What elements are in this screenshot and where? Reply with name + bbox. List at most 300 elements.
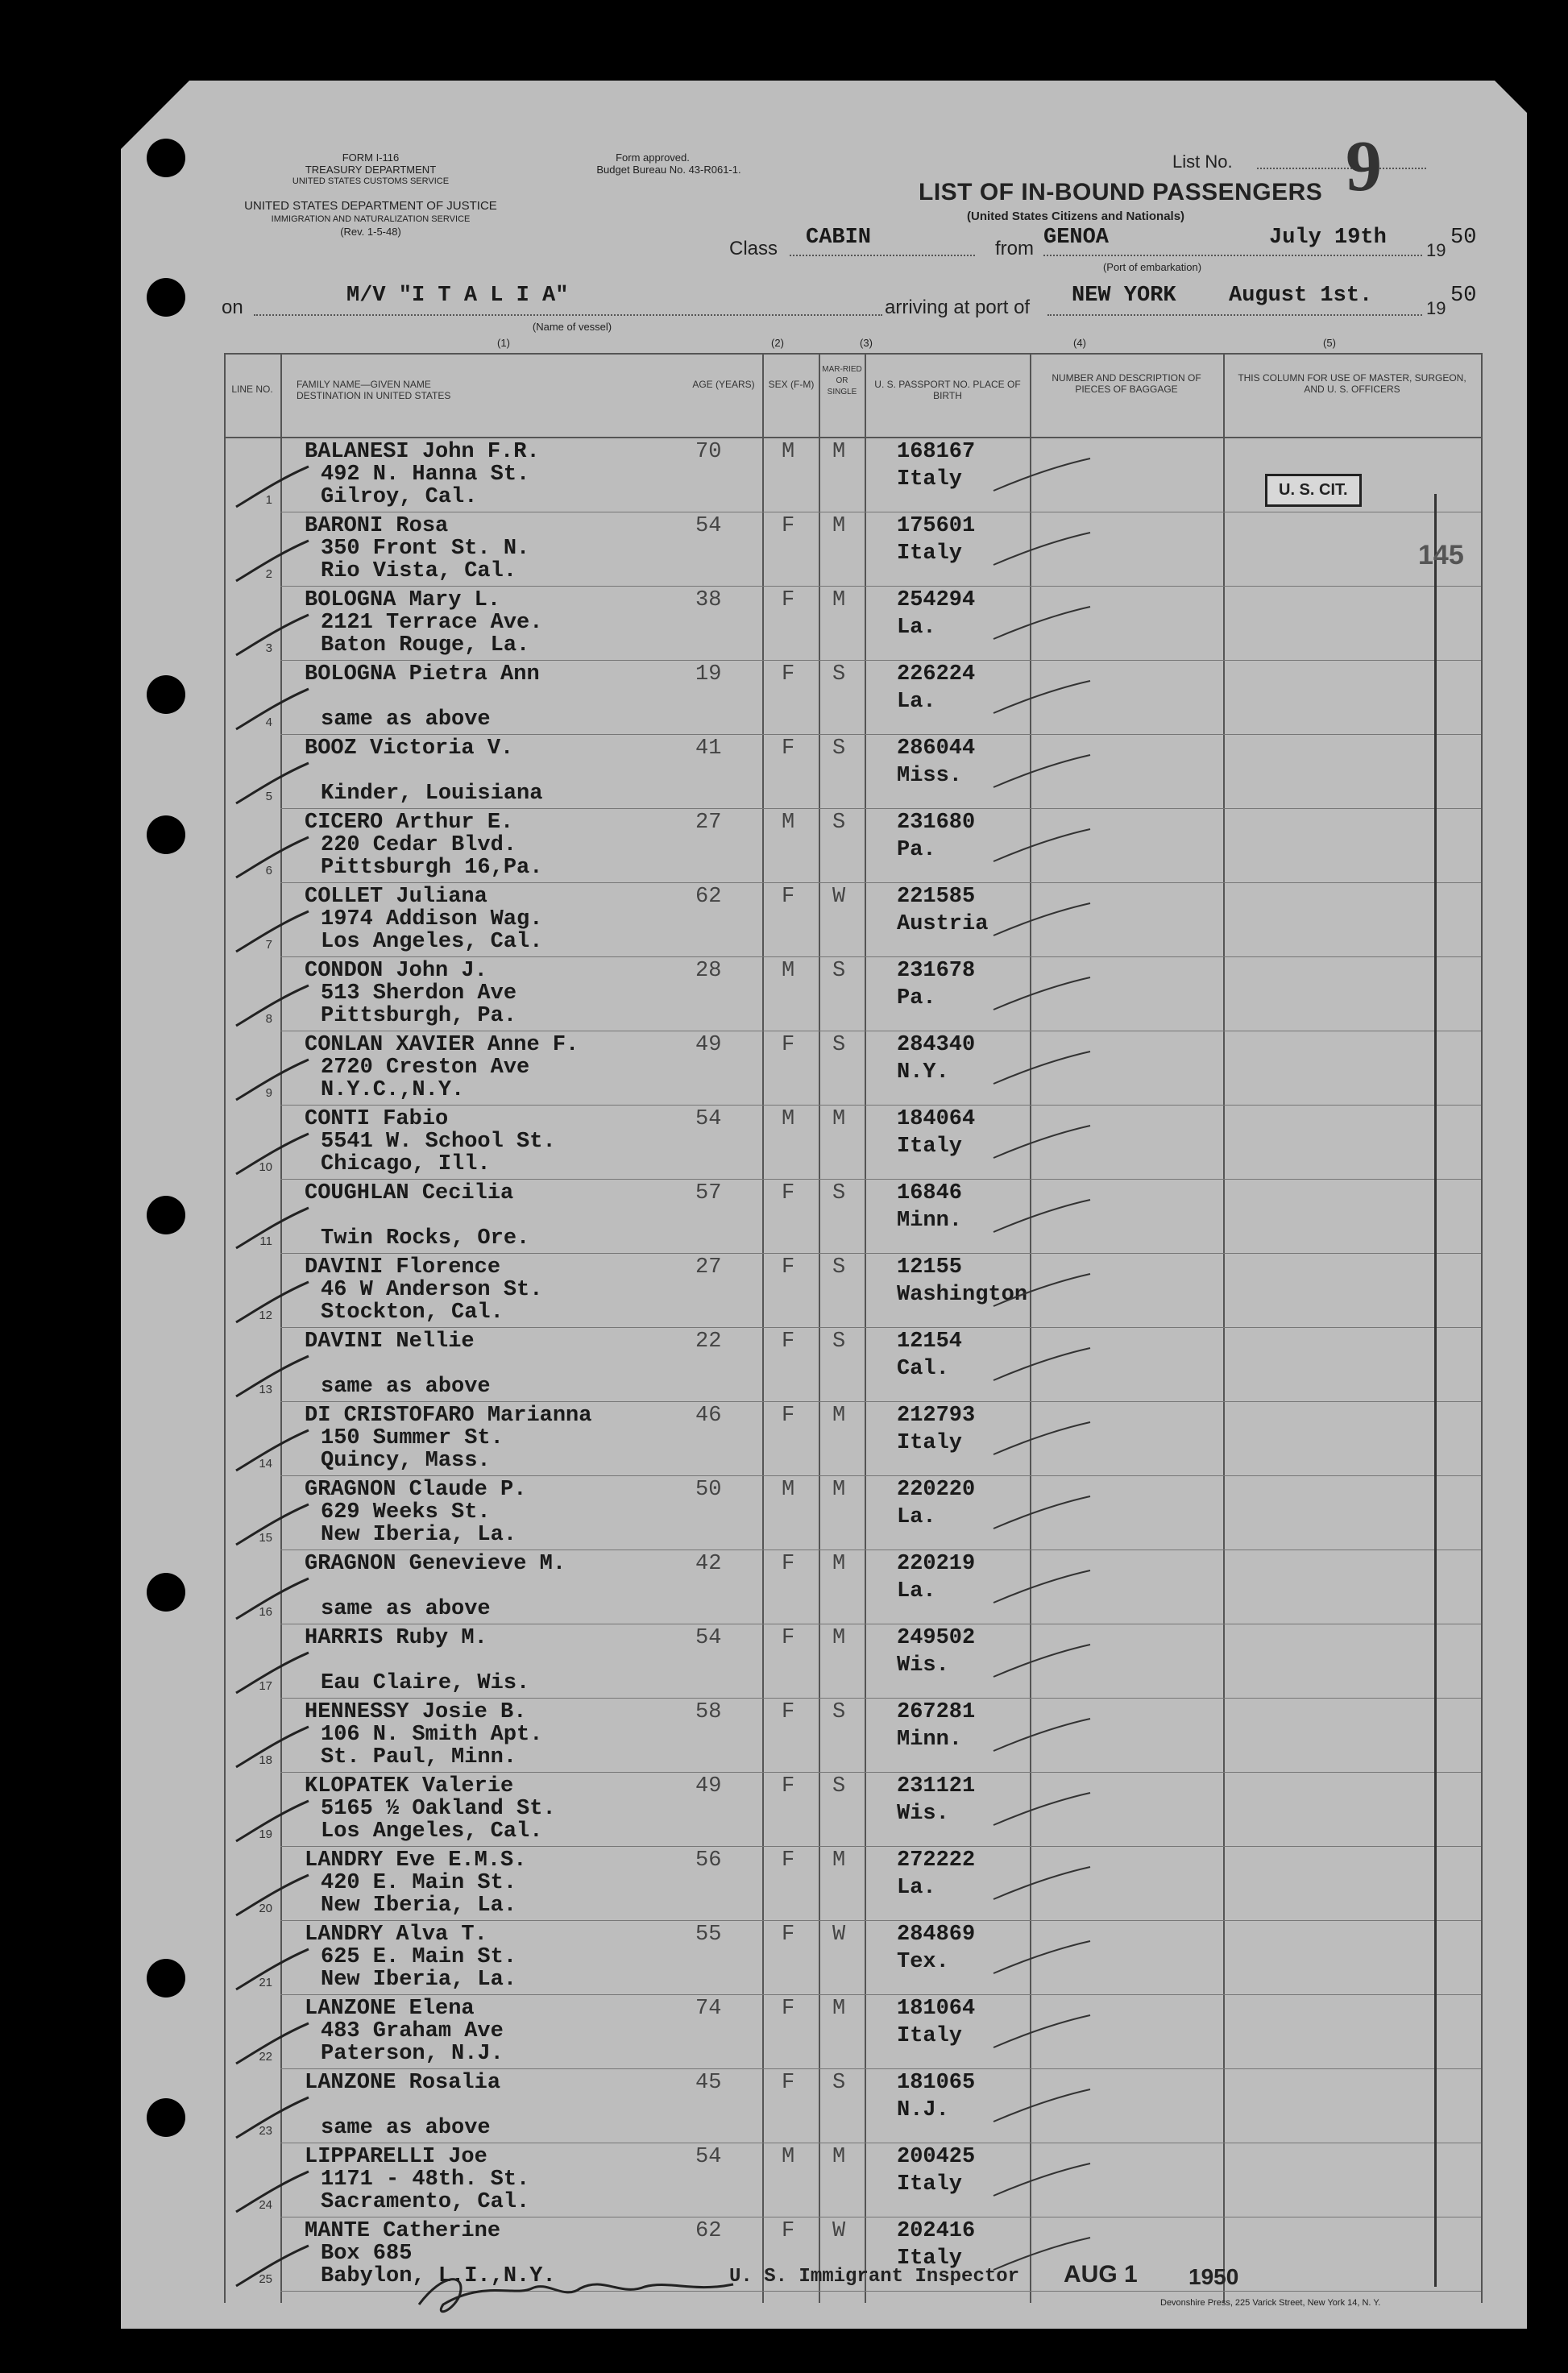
table-row bbox=[224, 1180, 1481, 1254]
check-mark bbox=[232, 1500, 313, 1549]
table-row bbox=[224, 587, 1481, 661]
place-of-birth: La. bbox=[897, 616, 936, 640]
year-prefix: 19 bbox=[1426, 298, 1446, 318]
place-of-birth: Italy bbox=[897, 1135, 963, 1159]
marital-status: M bbox=[832, 588, 846, 612]
on-label: on bbox=[222, 297, 243, 318]
col-num: (4) bbox=[1073, 337, 1086, 349]
place-of-birth: Minn. bbox=[897, 1728, 963, 1752]
sex: F bbox=[782, 1923, 795, 1947]
check-mark bbox=[232, 2168, 313, 2216]
place-of-birth: Washington bbox=[897, 1283, 1028, 1307]
place-of-birth: La. bbox=[897, 1876, 936, 1900]
check-mark bbox=[232, 1797, 313, 1845]
city-line: Quincy, Mass. bbox=[321, 1449, 491, 1473]
binder-hole bbox=[147, 1959, 185, 1998]
address-line: 350 Front St. N. bbox=[321, 537, 530, 561]
line-number: 16 bbox=[259, 1605, 272, 1619]
embark-caption: (Port of embarkation) bbox=[1102, 261, 1202, 273]
place-of-birth: Miss. bbox=[897, 764, 963, 788]
inspector-signature bbox=[411, 2264, 749, 2321]
table-row bbox=[224, 661, 1481, 735]
margin-number: 145 bbox=[1418, 540, 1464, 570]
table-row bbox=[224, 1328, 1481, 1402]
table-row bbox=[224, 1106, 1481, 1180]
passenger-name: CONTI Fabio bbox=[305, 1107, 449, 1131]
line-number: 11 bbox=[259, 1234, 272, 1248]
sex: F bbox=[782, 1255, 795, 1280]
header-age: AGE (YEARS) bbox=[692, 379, 755, 390]
sex: F bbox=[782, 1552, 795, 1576]
city-line: Los Angeles, Cal. bbox=[321, 1819, 543, 1844]
city-line: Gilroy, Cal. bbox=[321, 485, 478, 509]
passport-number: 254294 bbox=[897, 588, 976, 612]
check-mark bbox=[232, 2093, 313, 2142]
sex: F bbox=[782, 736, 795, 761]
marital-status: S bbox=[832, 959, 846, 983]
passenger-name: BOLOGNA Mary L. bbox=[305, 588, 501, 612]
marital-status: S bbox=[832, 1774, 846, 1798]
passenger-name: LANDRY Eve E.M.S. bbox=[305, 1848, 527, 1873]
table-row bbox=[224, 1254, 1481, 1328]
marital-status: S bbox=[832, 1033, 846, 1057]
binder-hole bbox=[147, 1196, 185, 1234]
justice-dept: UNITED STATES DEPARTMENT OF JUSTICE bbox=[244, 199, 497, 213]
line-number: 5 bbox=[265, 790, 272, 803]
passenger-name: GRAGNON Genevieve M. bbox=[305, 1552, 566, 1576]
city-line: Babylon, L.I.,N.Y. bbox=[321, 2264, 556, 2288]
binder-hole bbox=[147, 1573, 185, 1612]
check-mark bbox=[232, 907, 313, 956]
marital-status: M bbox=[832, 1626, 846, 1650]
table-top-rule bbox=[224, 353, 1483, 355]
place-of-birth: Wis. bbox=[897, 1653, 949, 1678]
departure-date: July 19th bbox=[1269, 226, 1387, 250]
city-line: Sacramento, Cal. bbox=[321, 2190, 530, 2214]
header-passport: U. S. PASSPORT NO. PLACE OF BIRTH bbox=[874, 379, 1021, 401]
age: 62 bbox=[695, 2219, 722, 2243]
age: 74 bbox=[695, 1997, 722, 2021]
table-row bbox=[224, 1921, 1481, 1995]
check-mark bbox=[989, 529, 1094, 569]
check-mark bbox=[989, 751, 1094, 791]
address-line: 629 Weeks St. bbox=[321, 1500, 491, 1525]
line-number: 2 bbox=[265, 567, 272, 581]
line-number: 3 bbox=[265, 641, 272, 655]
passenger-name: CONDON John J. bbox=[305, 959, 487, 983]
check-mark bbox=[232, 1649, 313, 1697]
sex: F bbox=[782, 1181, 795, 1205]
table-row bbox=[224, 1773, 1481, 1847]
passport-number: 175601 bbox=[897, 514, 976, 538]
passport-number: 181064 bbox=[897, 1997, 976, 2021]
age: 46 bbox=[695, 1404, 722, 1428]
sex: M bbox=[782, 2145, 795, 2169]
line-number: 7 bbox=[265, 938, 272, 952]
age: 38 bbox=[695, 588, 722, 612]
marital-status: S bbox=[832, 1330, 846, 1354]
passport-number: 249502 bbox=[897, 1626, 976, 1650]
check-mark bbox=[232, 1574, 313, 1623]
age: 27 bbox=[695, 1255, 722, 1280]
address-line: 106 N. Smith Apt. bbox=[321, 1723, 543, 1747]
binder-hole bbox=[147, 278, 185, 317]
sex: F bbox=[782, 662, 795, 687]
check-mark bbox=[989, 2159, 1094, 2200]
age: 49 bbox=[695, 1774, 722, 1798]
sex: F bbox=[782, 588, 795, 612]
sex: F bbox=[782, 2219, 795, 2243]
place-of-birth: Italy bbox=[897, 467, 963, 492]
sex: F bbox=[782, 1404, 795, 1428]
check-mark bbox=[232, 981, 313, 1030]
check-mark bbox=[232, 1352, 313, 1400]
city-line: Pittsburgh, Pa. bbox=[321, 1004, 517, 1028]
check-mark bbox=[989, 1863, 1094, 1903]
check-mark bbox=[989, 2085, 1094, 2126]
passenger-name: BOOZ Victoria V. bbox=[305, 736, 514, 761]
ins-service: IMMIGRATION AND NATURALIZATION SERVICE bbox=[271, 214, 471, 224]
place-of-birth: Italy bbox=[897, 2172, 963, 2197]
passport-number: 267281 bbox=[897, 1700, 976, 1724]
address-line: Box 685 bbox=[321, 2242, 413, 2266]
vessel-name: M/V "I T A L I A" bbox=[346, 284, 569, 308]
check-mark bbox=[232, 1871, 313, 1919]
city-line: same as above bbox=[321, 1375, 491, 1399]
age: 49 bbox=[695, 1033, 722, 1057]
table-row bbox=[224, 1402, 1481, 1476]
marital-status: M bbox=[832, 440, 846, 464]
inspector-title: U. S. Immigrant Inspector bbox=[729, 2266, 1020, 2288]
table-row bbox=[224, 2069, 1481, 2143]
sex: F bbox=[782, 885, 795, 909]
passenger-table bbox=[224, 353, 1483, 2303]
line-number: 14 bbox=[259, 1457, 272, 1471]
marital-status: S bbox=[832, 1255, 846, 1280]
marital-status: W bbox=[832, 2219, 846, 2243]
place-of-birth: Minn. bbox=[897, 1209, 963, 1233]
place-of-birth: Wis. bbox=[897, 1802, 949, 1826]
col-num: (3) bbox=[860, 337, 873, 349]
city-line: same as above bbox=[321, 707, 491, 732]
vessel-caption: (Name of vessel) bbox=[532, 321, 612, 333]
address-line: 483 Graham Ave bbox=[321, 2019, 504, 2043]
place-of-birth: Italy bbox=[897, 2246, 963, 2271]
line-number: 8 bbox=[265, 1012, 272, 1026]
form-approved: Form approved. bbox=[616, 151, 690, 164]
arrival-date: August 1st. bbox=[1229, 284, 1373, 308]
table-row bbox=[224, 957, 1481, 1031]
marital-status: S bbox=[832, 1181, 846, 1205]
age: 22 bbox=[695, 1330, 722, 1354]
address-line: 2720 Creston Ave bbox=[321, 1056, 530, 1080]
binder-hole bbox=[147, 675, 185, 714]
col-num: (1) bbox=[497, 337, 510, 349]
city-line: Twin Rocks, Ore. bbox=[321, 1226, 530, 1251]
place-of-birth: N.Y. bbox=[897, 1060, 949, 1085]
sex: F bbox=[782, 1330, 795, 1354]
check-mark bbox=[232, 1278, 313, 1326]
line-number: 1 bbox=[265, 493, 272, 507]
sex: M bbox=[782, 811, 795, 835]
check-mark bbox=[232, 537, 313, 585]
header-baggage: NUMBER AND DESCRIPTION OF PIECES OF BAGGAGE bbox=[1052, 372, 1201, 395]
list-no-line bbox=[1257, 168, 1426, 169]
place-of-birth: La. bbox=[897, 1505, 936, 1529]
class-label: Class bbox=[729, 238, 778, 259]
city-line: same as above bbox=[321, 2116, 491, 2140]
place-of-birth: Cal. bbox=[897, 1357, 949, 1381]
passenger-name: BARONI Rosa bbox=[305, 514, 449, 538]
table-row bbox=[224, 512, 1481, 587]
check-mark bbox=[989, 1937, 1094, 1977]
city-line: Stockton, Cal. bbox=[321, 1301, 504, 1325]
line-number: 24 bbox=[259, 2198, 272, 2212]
table-row bbox=[224, 735, 1481, 809]
header-officers: THIS COLUMN FOR USE OF MASTER, SURGEON, AND U. S. OFFICERS bbox=[1238, 372, 1466, 395]
check-mark bbox=[989, 973, 1094, 1014]
line-number: 22 bbox=[259, 2050, 272, 2064]
check-mark bbox=[232, 611, 313, 659]
stamp-year: 1950 bbox=[1188, 2264, 1239, 2289]
place-of-birth: Tex. bbox=[897, 1950, 949, 1974]
passport-number: 272222 bbox=[897, 1848, 976, 1873]
passport-number: 284869 bbox=[897, 1923, 976, 1947]
passenger-name: LANZONE Elena bbox=[305, 1997, 475, 2021]
check-mark bbox=[989, 454, 1094, 495]
form-subtitle: (United States Citizens and Nationals) bbox=[967, 210, 1185, 223]
form-title: LIST OF IN-BOUND PASSENGERS bbox=[919, 179, 1323, 205]
check-mark bbox=[989, 1418, 1094, 1458]
check-mark bbox=[232, 2242, 313, 2290]
address-line: 5541 W. School St. bbox=[321, 1130, 556, 1154]
marital-status: M bbox=[832, 1848, 846, 1873]
table-row bbox=[224, 1847, 1481, 1921]
city-line: New Iberia, La. bbox=[321, 1523, 517, 1547]
passport-number: 231678 bbox=[897, 959, 976, 983]
header-sex: SEX (F-M) bbox=[768, 379, 815, 390]
page-corner bbox=[121, 81, 189, 149]
table-row bbox=[224, 883, 1481, 957]
table-body bbox=[224, 438, 1483, 2292]
check-mark bbox=[232, 1204, 313, 1252]
sex: M bbox=[782, 440, 795, 464]
check-mark bbox=[232, 1130, 313, 1178]
check-mark bbox=[989, 899, 1094, 940]
place-of-birth: Pa. bbox=[897, 986, 936, 1010]
check-mark bbox=[989, 1566, 1094, 1607]
col-num: (2) bbox=[771, 337, 784, 349]
age: 42 bbox=[695, 1552, 722, 1576]
address-line: 1171 - 48th. St. bbox=[321, 2168, 530, 2192]
check-mark bbox=[989, 1492, 1094, 1533]
passport-number: 231680 bbox=[897, 811, 976, 835]
passenger-name: GRAGNON Claude P. bbox=[305, 1478, 527, 1502]
sex: F bbox=[782, 2071, 795, 2095]
table-row bbox=[224, 1031, 1481, 1106]
port-line bbox=[1047, 314, 1422, 316]
passenger-name: HENNESSY Josie B. bbox=[305, 1700, 527, 1724]
city-line: New Iberia, La. bbox=[321, 1894, 517, 1918]
city-line: Rio Vista, Cal. bbox=[321, 559, 517, 583]
city-line: Pittsburgh 16,Pa. bbox=[321, 856, 543, 880]
budget-bureau: Budget Bureau No. 43-R061-1. bbox=[596, 164, 741, 176]
check-mark bbox=[989, 1344, 1094, 1384]
city-line: Baton Rouge, La. bbox=[321, 633, 530, 658]
place-of-birth: Italy bbox=[897, 2024, 963, 2048]
address-line: 150 Summer St. bbox=[321, 1426, 504, 1450]
check-mark bbox=[232, 463, 313, 511]
place-of-birth: N.J. bbox=[897, 2098, 949, 2122]
city-line: N.Y.C.,N.Y. bbox=[321, 1078, 465, 1102]
line-number: 6 bbox=[265, 864, 272, 877]
table-row bbox=[224, 1550, 1481, 1624]
check-mark bbox=[232, 1056, 313, 1104]
embarkation-port: GENOA bbox=[1043, 226, 1110, 250]
check-mark bbox=[232, 1723, 313, 1771]
age: 58 bbox=[695, 1700, 722, 1724]
address-line: 492 N. Hanna St. bbox=[321, 463, 530, 487]
sex: F bbox=[782, 1997, 795, 2021]
city-line: Kinder, Louisiana bbox=[321, 782, 543, 806]
age: 54 bbox=[695, 2145, 722, 2169]
address-line: 46 W Anderson St. bbox=[321, 1278, 543, 1302]
city-line: St. Paul, Minn. bbox=[321, 1745, 517, 1769]
passenger-name: CICERO Arthur E. bbox=[305, 811, 514, 835]
check-mark bbox=[989, 2011, 1094, 2051]
city-line: Eau Claire, Wis. bbox=[321, 1671, 530, 1695]
place-of-birth: Italy bbox=[897, 541, 963, 566]
col-num: (5) bbox=[1323, 337, 1336, 349]
customs-service: UNITED STATES CUSTOMS SERVICE bbox=[292, 176, 450, 186]
marital-status: M bbox=[832, 1404, 846, 1428]
line-number: 9 bbox=[265, 1086, 272, 1100]
line-number: 19 bbox=[259, 1827, 272, 1841]
age: 27 bbox=[695, 811, 722, 835]
line-number: 15 bbox=[259, 1531, 272, 1545]
address-line: 220 Cedar Blvd. bbox=[321, 833, 517, 857]
sex: F bbox=[782, 1848, 795, 1873]
passenger-name: DAVINI Florence bbox=[305, 1255, 501, 1280]
age: 55 bbox=[695, 1923, 722, 1947]
page-corner bbox=[1495, 81, 1527, 113]
check-mark bbox=[232, 1945, 313, 1993]
check-mark bbox=[989, 677, 1094, 717]
from-line bbox=[1043, 255, 1422, 256]
year-prefix: 19 bbox=[1426, 240, 1446, 260]
address-line: 2121 Terrace Ave. bbox=[321, 611, 543, 635]
place-of-birth: Austria bbox=[897, 912, 989, 936]
check-mark bbox=[232, 685, 313, 733]
check-mark bbox=[989, 603, 1094, 643]
marital-status: M bbox=[832, 514, 846, 538]
marital-status: M bbox=[832, 1552, 846, 1576]
check-mark bbox=[989, 1048, 1094, 1088]
marital-status: S bbox=[832, 662, 846, 687]
passport-number: 181065 bbox=[897, 2071, 976, 2095]
binder-hole bbox=[147, 815, 185, 854]
stamp-date: AUG 1 bbox=[1064, 2261, 1138, 2288]
check-mark bbox=[989, 1270, 1094, 1310]
class-line bbox=[790, 255, 975, 256]
check-mark bbox=[232, 833, 313, 882]
passenger-name: KLOPATEK Valerie bbox=[305, 1774, 514, 1798]
marital-status: W bbox=[832, 1923, 846, 1947]
check-mark bbox=[232, 759, 313, 807]
marital-status: W bbox=[832, 885, 846, 909]
marital-status: M bbox=[832, 1478, 846, 1502]
header-destination: DESTINATION IN UNITED STATES bbox=[297, 390, 451, 401]
check-mark bbox=[989, 1196, 1094, 1236]
table-row bbox=[224, 1624, 1481, 1699]
check-mark bbox=[989, 825, 1094, 865]
passenger-name: HARRIS Ruby M. bbox=[305, 1626, 487, 1650]
list-no-label: List No. bbox=[1172, 151, 1233, 172]
vessel-line bbox=[254, 314, 882, 316]
sex: F bbox=[782, 1774, 795, 1798]
line-number: 25 bbox=[259, 2272, 272, 2286]
place-of-birth: Pa. bbox=[897, 838, 936, 862]
header-line-no: LINE NO. bbox=[231, 384, 273, 395]
from-label: from bbox=[995, 238, 1034, 259]
age: 70 bbox=[695, 440, 722, 464]
city-line: New Iberia, La. bbox=[321, 1968, 517, 1992]
list-number: 9 bbox=[1346, 127, 1382, 206]
passport-number: 220220 bbox=[897, 1478, 976, 1502]
passport-number: 226224 bbox=[897, 662, 976, 687]
line-number: 18 bbox=[259, 1753, 272, 1767]
passenger-name: DI CRISTOFARO Marianna bbox=[305, 1404, 592, 1428]
line-number: 20 bbox=[259, 1902, 272, 1915]
table-row bbox=[224, 1995, 1481, 2069]
departure-year: 50 bbox=[1450, 226, 1477, 250]
passenger-name: DAVINI Nellie bbox=[305, 1330, 475, 1354]
passport-number: 221585 bbox=[897, 885, 976, 909]
age: 56 bbox=[695, 1848, 722, 1873]
passenger-name: COLLET Juliana bbox=[305, 885, 487, 909]
line-number: 23 bbox=[259, 2124, 272, 2138]
city-line: Chicago, Ill. bbox=[321, 1152, 491, 1176]
passport-number: 286044 bbox=[897, 736, 976, 761]
line-number: 4 bbox=[265, 716, 272, 729]
table-row bbox=[224, 1476, 1481, 1550]
passport-number: 16846 bbox=[897, 1181, 963, 1205]
city-line: same as above bbox=[321, 1597, 491, 1621]
passenger-name: MANTE Catherine bbox=[305, 2219, 501, 2243]
officer-vertical-mark bbox=[1434, 494, 1437, 2287]
passenger-name: COUGHLAN Cecilia bbox=[305, 1181, 514, 1205]
printer-credit: Devonshire Press, 225 Varick Street, New York 14, N. Y. bbox=[1160, 2298, 1381, 2308]
marital-status: M bbox=[832, 2145, 846, 2169]
sex: M bbox=[782, 959, 795, 983]
age: 62 bbox=[695, 885, 722, 909]
passport-number: 184064 bbox=[897, 1107, 976, 1131]
sex: F bbox=[782, 514, 795, 538]
form-number: FORM I-116 bbox=[342, 151, 400, 164]
age: 45 bbox=[695, 2071, 722, 2095]
table-row bbox=[224, 809, 1481, 883]
passenger-name: BALANESI John F.R. bbox=[305, 440, 540, 464]
marital-status: S bbox=[832, 736, 846, 761]
treasury-dept: TREASURY DEPARTMENT bbox=[305, 164, 437, 176]
place-of-birth: Italy bbox=[897, 1431, 963, 1455]
age: 54 bbox=[695, 514, 722, 538]
line-number: 12 bbox=[259, 1309, 272, 1322]
revision: (Rev. 1-5-48) bbox=[340, 226, 401, 238]
manifest-page bbox=[121, 81, 1527, 2329]
header-married: MAR-RIED OR SINGLE bbox=[822, 365, 862, 396]
table-row bbox=[224, 2143, 1481, 2217]
